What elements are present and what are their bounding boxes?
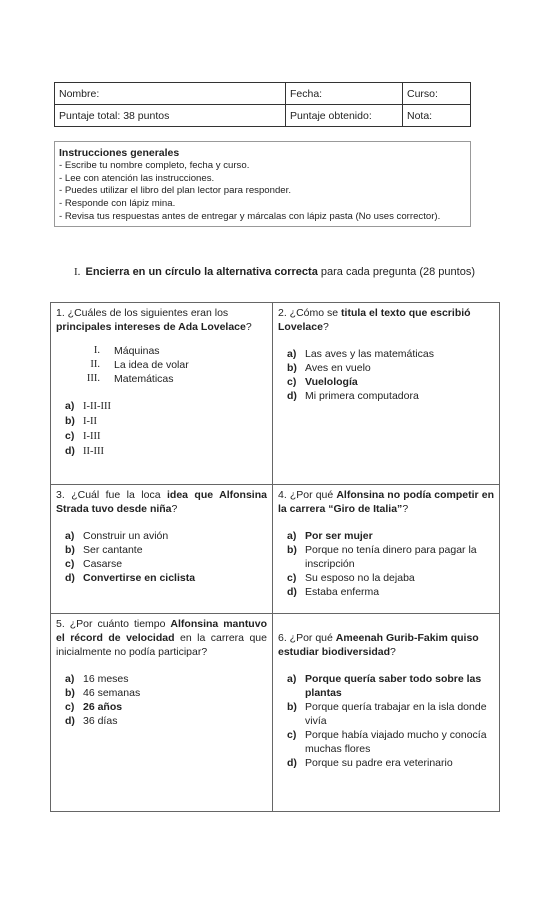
options-list	[56, 399, 267, 459]
question-text-part: ?	[171, 503, 178, 515]
option-letter: a)	[287, 673, 297, 685]
option-letter: c)	[65, 558, 75, 570]
question-text-part: en la carrera que inicialmente no podía participar?	[56, 632, 267, 658]
option-text: Ser cantante	[83, 544, 143, 556]
option-letter: d)	[65, 445, 75, 457]
option-a[interactable]	[56, 529, 267, 543]
question-text-part: ?	[322, 321, 329, 333]
question-key-phrase: idea que Alfonsina Strada tuvo desde niña	[56, 489, 267, 515]
option-letter: a)	[287, 530, 297, 542]
option-a[interactable]	[56, 399, 267, 414]
option-letter: c)	[287, 572, 297, 584]
option-d[interactable]	[56, 714, 267, 728]
instruction-line: - Responde con lápiz mina.	[59, 198, 176, 210]
option-a[interactable]	[278, 529, 494, 543]
option-letter: d)	[65, 572, 75, 584]
option-d[interactable]	[56, 571, 267, 585]
option-letter: b)	[65, 544, 75, 556]
option-letter: a)	[65, 400, 75, 412]
question-6	[273, 614, 499, 811]
roman-numeral: III.	[86, 373, 100, 384]
name-field[interactable]: Nombre:	[55, 83, 286, 105]
section-number: I.	[74, 266, 81, 278]
option-a[interactable]	[278, 672, 494, 700]
question-3-text	[56, 488, 267, 516]
question-1	[51, 303, 272, 484]
section-instruction-bold: Encierra en un círculo la alternativa correcta	[85, 266, 318, 278]
option-letter: a)	[65, 673, 75, 685]
option-d[interactable]	[278, 585, 494, 599]
obtained-score-field[interactable]: Puntaje obtenido:	[286, 105, 403, 127]
question-text-part: 5. ¿Por cuánto tiempo	[56, 618, 171, 630]
option-text: Por ser mujer	[305, 530, 373, 542]
question-key-phrase: Alfonsina no podía competir en la carrera “Giro de Italia”	[278, 489, 495, 515]
option-text: Aves en vuelo	[305, 362, 371, 374]
student-info-row	[55, 83, 471, 105]
section-instruction-rest: para cada pregunta (28 puntos)	[317, 266, 475, 278]
roman-item-text: Máquinas	[114, 345, 160, 357]
question-text-part: 3. ¿Cuál fue la loca	[56, 489, 167, 501]
options-list	[278, 529, 494, 599]
option-c[interactable]	[278, 571, 494, 585]
option-b[interactable]	[278, 361, 494, 375]
option-c[interactable]	[56, 429, 267, 444]
question-text-part: 4. ¿Por qué	[278, 489, 337, 501]
instruction-line: - Puedes utilizar el libro del plan lector para responder.	[59, 185, 291, 197]
option-b[interactable]	[56, 686, 267, 700]
option-c[interactable]	[278, 728, 494, 756]
question-key-phrase: Ameenah Gurib-Fakim quiso estudiar biodiversidad	[278, 632, 479, 658]
question-text-part: ?	[402, 503, 409, 515]
option-text: 36 días	[83, 715, 118, 727]
option-b[interactable]	[278, 543, 494, 571]
question-text-part: 1. ¿Cuáles de los siguientes eran los	[56, 307, 229, 319]
option-a[interactable]	[278, 347, 494, 361]
instructions-title: Instrucciones generales	[59, 147, 180, 159]
option-c[interactable]	[278, 375, 494, 389]
option-b[interactable]	[278, 700, 494, 728]
question-4	[273, 485, 499, 613]
instruction-line: - Revisa tus respuestas antes de entregar y márcalas con lápiz pasta (No uses corrector).	[59, 210, 441, 222]
question-text-part: 2. ¿Cómo se	[278, 307, 342, 319]
question-key-phrase: Alfonsina mantuvo el récord de velocidad	[56, 618, 267, 644]
roman-item-text: La idea de volar	[114, 359, 189, 371]
option-d[interactable]	[56, 444, 267, 459]
roman-item	[56, 358, 267, 372]
question-6-text	[278, 631, 494, 659]
option-b[interactable]	[56, 543, 267, 557]
question-2	[273, 303, 499, 484]
option-letter: b)	[287, 362, 297, 374]
roman-item	[56, 372, 267, 386]
option-b[interactable]	[56, 414, 267, 429]
option-letter: c)	[287, 729, 297, 741]
option-text: I-III	[83, 431, 101, 442]
question-key-phrase: titula el texto que escribió Lovelace	[278, 307, 471, 333]
question-3	[51, 485, 272, 613]
option-text: Porque quería trabajar en la isla donde vivía	[305, 701, 487, 727]
option-d[interactable]	[278, 756, 494, 770]
option-letter: c)	[65, 430, 75, 442]
option-letter: b)	[287, 701, 297, 713]
questions-grid	[50, 302, 500, 812]
option-letter: c)	[287, 376, 297, 388]
option-text: I-II-III	[83, 401, 111, 412]
question-text-part: ?	[245, 321, 252, 333]
option-letter: b)	[65, 687, 75, 699]
option-text: Estaba enferma	[305, 586, 380, 598]
options-list	[56, 672, 267, 728]
question-5	[51, 614, 272, 811]
question-1-text	[56, 306, 267, 334]
option-text: 16 meses	[83, 673, 129, 685]
option-text: Vuelología	[305, 376, 358, 388]
option-text: I-II	[83, 416, 97, 427]
options-list	[278, 672, 494, 770]
date-field[interactable]: Fecha:	[286, 83, 403, 105]
option-letter: d)	[287, 586, 297, 598]
option-text: Su esposo no la dejaba	[305, 572, 415, 584]
roman-item-text: Matemáticas	[114, 373, 174, 385]
student-info-table	[54, 82, 471, 127]
question-5-text	[56, 617, 267, 659]
option-letter: d)	[287, 390, 297, 402]
option-letter: b)	[287, 544, 297, 556]
option-text: Porque quería saber todo sobre las plantas	[305, 673, 482, 699]
option-c[interactable]	[56, 557, 267, 571]
question-text-part: ?	[390, 646, 396, 658]
instruction-line: - Escribe tu nombre completo, fecha y curso.	[59, 160, 250, 171]
option-text: 46 semanas	[83, 687, 141, 699]
course-field[interactable]: Curso:	[403, 83, 471, 105]
section-heading	[74, 266, 475, 278]
option-text: Construir un avión	[83, 530, 169, 542]
option-letter: b)	[65, 415, 75, 427]
option-text: Porque su padre era veterinario	[305, 757, 453, 769]
instructions-box	[54, 141, 471, 227]
option-text: 26 años	[83, 701, 123, 713]
question-4-text	[278, 488, 494, 516]
roman-list	[56, 344, 267, 386]
grade-field[interactable]: Nota:	[403, 105, 471, 127]
options-list	[278, 347, 494, 403]
question-2-text	[278, 306, 494, 334]
option-text: Porque había viajado mucho y conocía muchas flores	[305, 729, 487, 755]
instruction-line: - Lee con atención las instrucciones.	[59, 172, 215, 184]
option-letter: a)	[65, 530, 75, 542]
option-d[interactable]	[278, 389, 494, 403]
option-text: II-III	[83, 446, 104, 457]
option-a[interactable]	[56, 672, 267, 686]
option-c[interactable]	[56, 700, 267, 714]
roman-numeral: I.	[93, 345, 100, 356]
option-letter: d)	[287, 757, 297, 769]
option-text: Porque no tenía dinero para pagar la inscripción	[305, 544, 477, 570]
question-text-part: 6. ¿Por qué	[278, 632, 336, 644]
total-score-label: Puntaje total: 38 puntos	[55, 105, 286, 127]
score-info-row	[55, 105, 471, 127]
option-text: Las aves y las matemáticas	[305, 348, 434, 360]
roman-item	[56, 344, 267, 358]
question-key-phrase: principales intereses de Ada Lovelace	[56, 321, 246, 333]
roman-numeral: II.	[90, 359, 100, 370]
option-letter: d)	[65, 715, 75, 727]
option-text: Casarse	[83, 558, 123, 570]
option-text: Mi primera computadora	[305, 390, 419, 402]
option-letter: c)	[65, 701, 75, 713]
options-list	[56, 529, 267, 585]
option-letter: a)	[287, 348, 297, 360]
option-text: Convertirse en ciclista	[83, 572, 196, 584]
